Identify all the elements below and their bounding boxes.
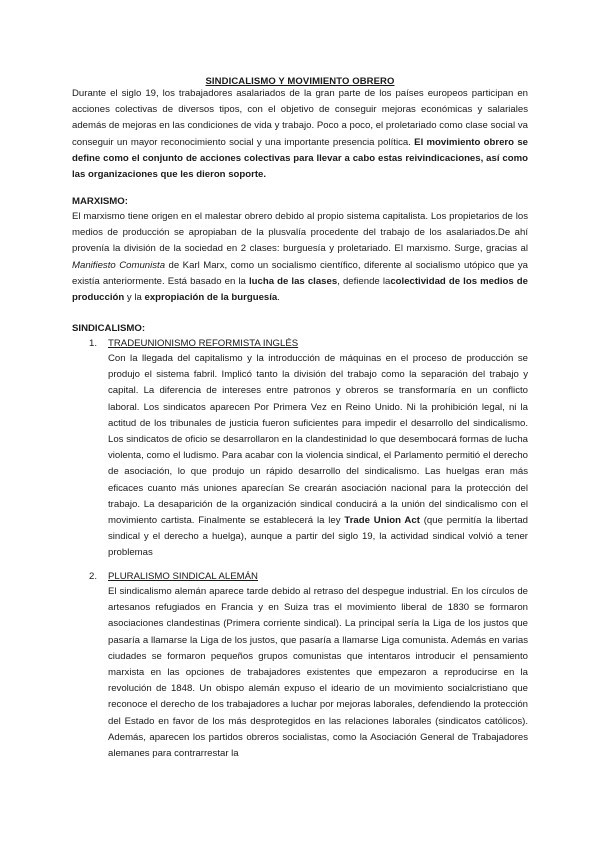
marxismo-text-5: . (277, 292, 280, 304)
trade-union-act: Trade Union Act (344, 515, 420, 527)
expropiacion-burguesia: expropiación de la burguesía (144, 292, 278, 304)
marxismo-text-1: El marxismo tiene origen en el malestar obrero debido al propio sistema capitalista. Los propietarios de los medios de producción se apropiaban de la plusvalía procedente del trabajo de los asalariados.De ahí provenía la división de la sociedad en 2 clases: burguesía y proletariado. El marxismo. Surge, gracias al (72, 211, 528, 255)
manifiesto-title: Manifiesto Comunista (72, 259, 166, 271)
marxismo-text-2: de Karl Marx, como un socialismo científico, diferente al socialismo utópico que ya existía anteriormente. Está basado en la (72, 259, 529, 287)
marxismo-text-3: , defiende la (337, 275, 391, 287)
tradeunionismo-text-1: Con la llegada del capitalismo y la introducción de máquinas en el proceso de producción se produjo el sistema fabril. Implicó tanto la división del trabajo como la separación del trabajo y capital. La diferencia de intereses entre patronos y obreros se transformaría en un conflicto laboral. Los sindicatos aparecen Por Primera Vez en Reino Unido. Ni la prohibición legal, ni la actitud de los tribunales de justicia fueron suficientes para impedir el desarrollo del sindicalismo. Los sindicatos de oficio se desarrollaron en la clandestinidad lo que desembocará formas de lucha violenta, como el ludismo. Para acabar con la violencia sindical, el Parlamento permitió el derecho de asociación, lo que produjo un rápido desarrollo del sindicalismo. Las huelgas eran más eficaces cuanto más uniones aparecían Se crearán asociación nacional para la protección del trabajo. La desaparición de la organización sindical conducirá a la unión del sindicalismo con el movimiento cartista. Finalmente se establecerá la ley (108, 353, 528, 527)
tradeunionismo-paragraph (108, 351, 528, 562)
lucha-clases: lucha de las clases (248, 275, 338, 287)
marxismo-paragraph (72, 209, 528, 306)
list-number-2: 2. (89, 571, 98, 582)
pluralismo-heading: PLURALISMO SINDICAL ALEMÁN (108, 571, 258, 582)
document-title: SINDICALISMO Y MOVIMIENTO OBRERO (205, 76, 395, 87)
list-number-1: 1. (89, 338, 98, 349)
marxismo-heading: MARXISMO: (72, 196, 128, 207)
intro-definition: El movimiento obrero se define como el conjunto de acciones colectivas para llevar a cabo estas reivindicaciones, así como las organizaciones que les dieron soporte. (72, 136, 528, 181)
tradeunionismo-text-2: (que permitía la libertad sindical y el derecho a huelga), aunque a partir del siglo 19, la actividad sindical volvió a tener problemas (108, 515, 528, 559)
intro-text: Durante el siglo 19, los trabajadores asalariados de la gran parte de los países europeos participan en acciones colectivas de diversos tipos, con el objetivo de conseguir mejoras económicas y salariales además de mejoras en las condiciones de vida y trabajo. Poco a poco, el proletariado como clase social va conseguir un mayor reconocimiento social y una importante presencia política. (72, 88, 528, 148)
tradeunionismo-heading: TRADEUNIONISMO REFORMISTA INGLÉS (108, 338, 299, 349)
marxismo-text-4: y la (124, 292, 145, 304)
pluralismo-paragraph: El sindicalismo alemán aparece tarde debido al retraso del despegue industrial. En los círculos de artesanos refugiados en Francia y en Suiza tras el movimiento liberal de 1830 se formaron asociaciones clandestinas (Primera corriente sindical). La principal sería la Liga de los justos que pasaría a llamarse la Liga de los justos, que pasaría a llamarse Liga comunista. Además en varias ciudades se formaron pequeños grupos comunistas que intentaros introducir el pensamiento marxista en las opciones de trabajadores existentes que empezaron a reproducirse en la revolución de 1848. Un obispo alemán expuso el ideario de un movimiento socialcristiano que reconoce el derecho de los trabajadores a luchar por mejoras laborales, defendiendo la protección del Estado en favor de los más desprotegidos en las relaciones laborales (sindicatos católicos). Además, aparecen los partidos obreros socialistas, como la Asociación General de Trabajadores alemanes para contrarrestar la (108, 586, 528, 760)
intro-paragraph (72, 86, 528, 183)
sindicalismo-heading: SINDICALISMO: (72, 323, 146, 334)
colectividad-medios: colectividad de los medios de producción (72, 275, 528, 304)
